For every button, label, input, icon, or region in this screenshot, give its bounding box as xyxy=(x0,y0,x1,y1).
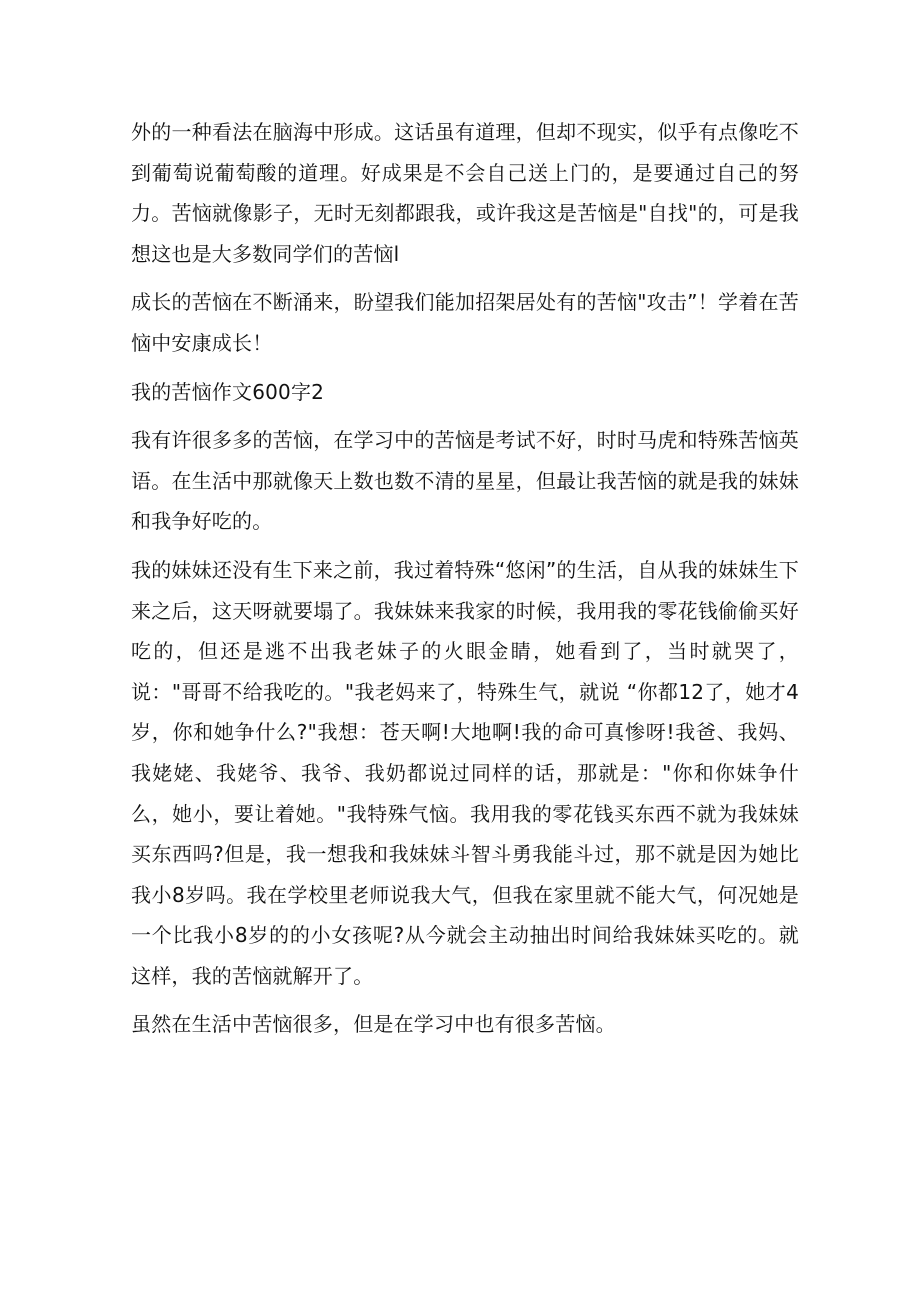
paragraph-3: 我有许很多多的苦恼，在学习中的苦恼是考试不好，时时马虎和特殊苦恼英语。在生活中那就像天上数也数不清的星星，但最让我苦恼的就是我的妹妹和我争好吃的。 xyxy=(131,428,799,534)
essay-title: 我的苦恼作文600字2 xyxy=(131,379,325,404)
paragraph-4: 我的妹妹还没有生下来之前，我过着特殊“悠闲”的生活，自从我的妹妹生下来之后，这天呀就要塌了。我妹妹来我家的时候，我用我的零花钱偷偷买好吃的，但还是逃不出我老妹子的火眼金睛，她看到了，当时就哭了，说："哥哥不给我吃的。"我老妈来了，特殊生气，就说 “你都12了，她才4岁，你和她争什么?"我想：苍天啊!大地啊!我的命可真惨呀!我爸、我妈、我姥姥、我姥爷、我爷、我奶都说过同样的话，那就是："你和你妹争什么，她小，要让着她。"我特殊气恼。我用我的零花钱买东西不就为我妹妹买东西吗?但是，我一想我和我妹妹斗智斗勇我能斗过，那不就是因为她比我小8岁吗。我在学校里老师说我大气，但我在家里就不能大气，何况她是一个比我小8岁的的小女孩呢?从今就会主动抽出时间给我妹妹买吃的。就这样，我的苦恼就解开了。 xyxy=(131,557,799,988)
paragraph-5: 虽然在生活中苦恼很多，但是在学习中也有很多苦恼。 xyxy=(131,1012,616,1037)
document-body xyxy=(131,112,799,1053)
paragraph-1: 外的一种看法在脑海中形成。这话虽有道理，但却不现实，似乎有点像吃不到葡萄说葡萄酸的道理。好成果是不会自己送上门的，是要通过自己的努力。苦恼就像影子，无时无刻都跟我，或许我这是苦恼是"自找"的，可是我想这也是大多数同学们的苦恼l xyxy=(131,120,799,266)
paragraph-2: 成长的苦恼在不断涌来，盼望我们能加招架居处有的苦恼"攻击”！学着在苦恼中安康成长！ xyxy=(131,290,799,355)
